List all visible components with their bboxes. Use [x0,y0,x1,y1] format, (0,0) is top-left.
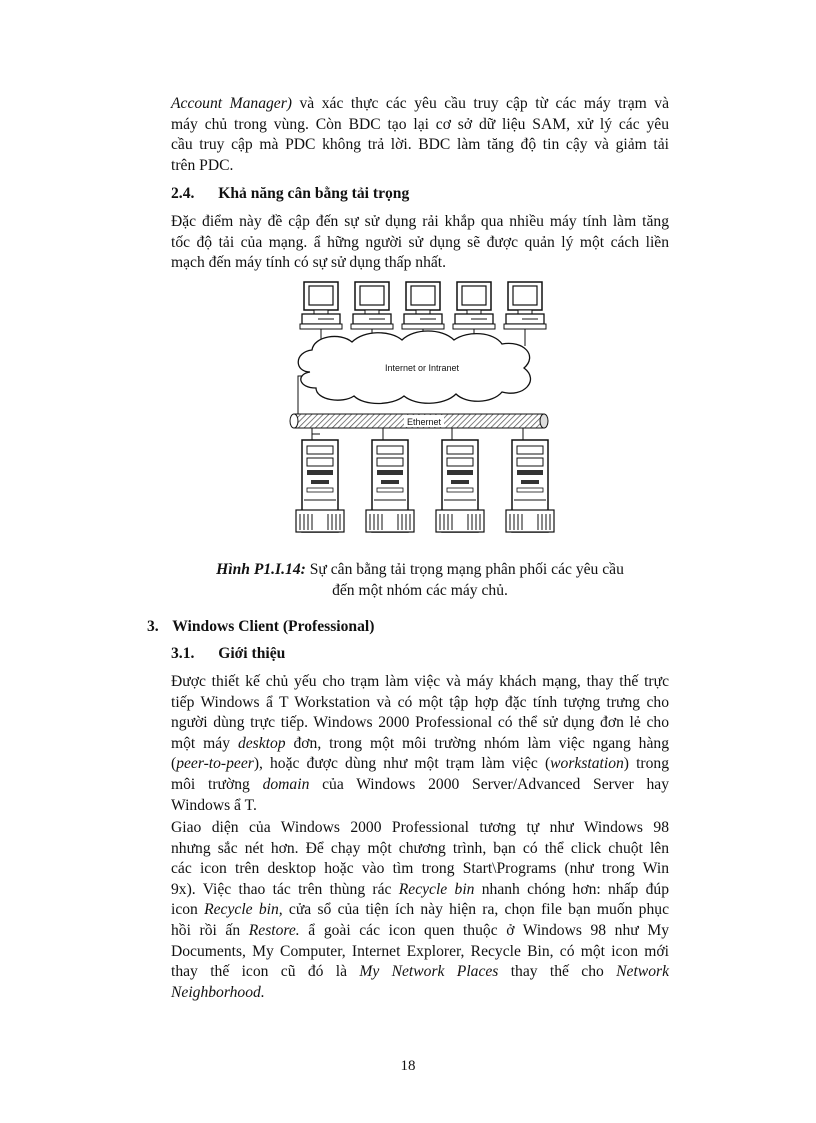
workstation-icon [351,282,393,329]
load-balancing-diagram [280,276,560,538]
section-heading-2-4: 2.4. Khả năng cân bằng tải trọng [171,185,410,202]
cloud-label: Internet or Intranet [384,363,460,373]
page-number: 18 [400,1058,416,1074]
paragraph-top: Account Manager) và xác thực các yêu cầu truy cập từ các máy trạm và máy chủ trong vùng. Còn BDC tạo lại cơ sở dữ liệu SAM, xử lý các yêu cầu truy cập mà PDC không trả lời. BDC làm tăng độ tin cậy và giảm tải trên PDC. [171,95,670,174]
server-icon [296,440,344,532]
paragraph-3-1-b: Giao diện của Windows 2000 Professional tương tự như Windows 98 nhưng sắc nét hơn. Để chạy một chương trình, bạn có thể click chuột lên các icon trên desktop hoặc vào tìm trong Start\Programs (như trong Win 9x). Việc thao tác trên thùng rác Recycle bin nhanh chóng hơn: nhấp đúp icon Recycle bin, cửa sổ của tiện ích này hiện ra, chọn file bạn muốn phục hồi rồi ấn Restore. ẩ goài các icon quen thuộc ở Windows 98 như My Documents, My Computer, Internet Explorer, Recycle Bin, có một icon mới thay thế icon cũ đó là My Network Places thay thế cho Network Neighborhood. [171,819,669,1001]
ethernet-bus [290,414,548,428]
server-icon [436,440,484,532]
server-icon [366,440,414,532]
server-icon [506,440,554,532]
ethernet-label: Ethernet [406,417,442,427]
section-heading-3: 3. Windows Client (Professional) [147,618,375,635]
workstation-icon [504,282,546,329]
workstation-icon [300,282,342,329]
paragraph-3-1-a: Được thiết kế chủ yếu cho trạm làm việc và máy khách mạng, thay thế trực tiếp Windows ẩ T Workstation và có một tập hợp đặc tính tượng trưng cho người dùng trực tiếp. Windows 2000 Professional có thể sử dụng đơn lẻ cho một máy desktop đơn, trong một môi trường nhóm làm việc ngang hàng (peer-to-peer), hoặc được dùng như một trạm làm việc (workstation) trong môi trường domain của Windows 2000 Server/Advanced Server hay Windows ẩ T. [171,673,669,814]
paragraph-2-4: Đặc điểm này đề cập đến sự sử dụng rải khắp qua nhiều máy tính làm tăng tốc độ tải của mạng. ẩ hững người sử dụng sẽ được quản lý một cách liền mạch đến máy tính có sự sử dụng thấp nhất. [171,213,669,272]
figure-caption: Hình P1.I.14: Sự cân bằng tải trọng mạng phân phối các yêu cầu đến một nhóm các máy chủ. [216,561,624,599]
section-heading-3-1: 3.1. Giới thiệu [171,645,286,662]
workstation-icon [453,282,495,329]
workstation-icon [402,282,444,329]
